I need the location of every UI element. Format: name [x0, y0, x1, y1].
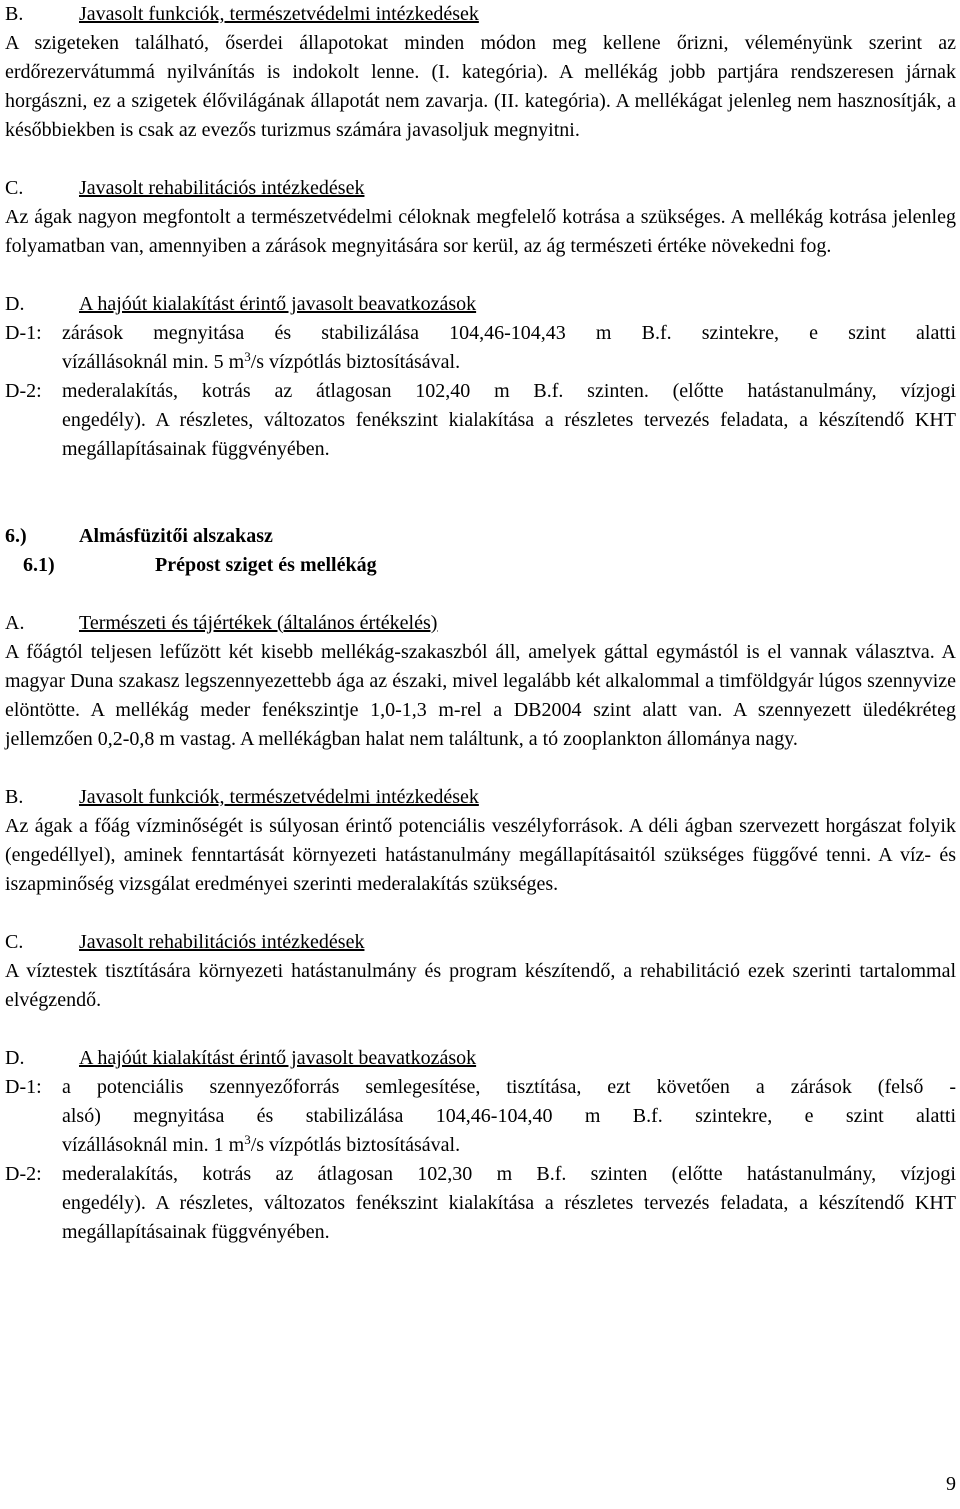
paragraph: A szigeteken található, őserdei állapotokat minden módon meg kellene őrizni, véleményünk szerint az erdőrezervátummá nyilvánítás is indokolt lenne. (I. kategória). A mellékág jobb partjára rendszeresen járnak horgászni, ez a szigetek élővilágának állapotát nem zavarja. (II. kategória). A mellékágat jelenleg nem hasznosítják, a későbbiekben is csak az evezős turizmus számára javasoljuk megnyitni. — [5, 32, 956, 141]
measure-label: D-1: — [5, 1076, 42, 1098]
measure-line: /s vízpótlás biztosításával. — [250, 351, 461, 373]
paragraph: Az ágak a főág vízminőségét is súlyosan érintő potenciális veszélyforrások. A déli ágban szervezett horgászat folyik (engedéllyel), aminek fenntartását környezeti hatástanulmány megállapításaitól szükséges függővé tenni. A víz- és iszapminőség vizsgálat eredményei szerinti mederalakítás szükséges. — [5, 815, 956, 895]
section-letter: A. — [5, 612, 25, 634]
section-title: A hajóút kialakítást érintő javasolt beavatkozások — [79, 1047, 477, 1069]
section-title: Javasolt rehabilitációs intézkedések — [79, 931, 365, 953]
measure-text — [62, 1160, 956, 1247]
measure-item — [5, 319, 956, 377]
measure-line: a potenciális szennyezőforrás semlegesítése, tisztítása, ezt követően a zárások (felső - — [62, 1076, 956, 1098]
measure-text — [62, 1073, 956, 1160]
section-heading — [5, 1044, 956, 1073]
measure-item — [5, 377, 956, 464]
section-title: Javasolt rehabilitációs intézkedések — [79, 177, 365, 199]
page-number: 9 — [946, 1473, 956, 1495]
measure-line: vízállásoknál min. 1 m — [62, 1134, 245, 1156]
section-heading — [5, 290, 956, 319]
subchapter-heading — [5, 551, 956, 580]
section-heading — [5, 609, 956, 638]
measure-line: mederalakítás, kotrás az átlagosan 102,30 m B.f. szinten (előtte hatástanulmány, vízjogi — [62, 1163, 956, 1185]
measure-line: mederalakítás, kotrás az átlagosan 102,40 m B.f. szinten. (előtte hatástanulmány, vízjogi — [62, 380, 956, 402]
superscript: 3 — [244, 1132, 251, 1147]
measure-line: engedély). A részletes, változatos fenékszint kialakítása a részletes tervezés feladata, a készítendő KHT megállapításainak függvényében. — [62, 409, 956, 460]
chapter-heading — [5, 522, 956, 551]
chapter-number: 6.) — [5, 525, 27, 547]
measure-line: vízállásoknál min. 5 m — [62, 351, 245, 373]
measure-item — [5, 1073, 956, 1160]
measure-item — [5, 1160, 956, 1247]
section-heading — [5, 928, 956, 957]
superscript: 3 — [244, 349, 251, 364]
measure-text — [62, 377, 956, 464]
measure-label: D-1: — [5, 322, 42, 344]
section-heading — [5, 783, 956, 812]
section-letter: B. — [5, 3, 24, 25]
section-heading — [5, 174, 956, 203]
section-heading — [5, 0, 956, 29]
measure-line: /s vízpótlás biztosításával. — [250, 1134, 461, 1156]
section-title: Javasolt funkciók, természetvédelmi intézkedések — [79, 786, 479, 808]
chapter-title: Almásfüzitői alszakasz — [79, 525, 273, 547]
section-letter: D. — [5, 1047, 25, 1069]
paragraph: A főágtól teljesen lefűzött két kisebb mellékág-szakaszból áll, amelyek gáttal egymástól is el vannak választva. A magyar Duna szakasz legszennyezettebb ága az északi, mivel legalább két alkalommal a timföldgyár lúgos szennyvize elöntötte. A mellékág meder fenékszintje 1,0-1,3 m-rel a DB2004 szint alatt van. A szennyezett üledékréteg jellemzően 0,2-0,8 m vastag. A mellékágban halat nem találtunk, a tó zooplankton állománya nagy. — [5, 641, 956, 750]
section-letter: C. — [5, 931, 24, 953]
section-title: Javasolt funkciók, természetvédelmi intézkedések — [79, 3, 479, 25]
paragraph: Az ágak nagyon megfontolt a természetvédelmi céloknak megfelelő kotrása a szükséges. A mellékág kotrása jelenleg folyamatban van, amennyiben a zárások megnyitására sor kerül, az ág természeti értéke növekedni fog. — [5, 206, 956, 257]
section-letter: C. — [5, 177, 24, 199]
section-letter: B. — [5, 786, 24, 808]
measure-label: D-2: — [5, 380, 42, 402]
measure-label: D-2: — [5, 1163, 42, 1185]
measure-line: zárások megnyitása és stabilizálása 104,46-104,43 m B.f. szintekre, e szint alatti — [62, 322, 956, 344]
section-title: Természeti és tájértékek (általános értékelés) — [79, 612, 438, 634]
subchapter-number: 6.1) — [23, 554, 55, 576]
document-page — [5, 0, 956, 1247]
section-letter: D. — [5, 293, 25, 315]
measure-line: engedély). A részletes, változatos fenékszint kialakítása a részletes tervezés feladata, a készítendő KHT megállapításainak függvényében. — [62, 1192, 956, 1243]
measure-line: alsó) megnyitása és stabilizálása 104,46-104,40 m B.f. szintekre, e szint alatti — [62, 1105, 956, 1127]
subchapter-title: Prépost sziget és mellékág — [155, 554, 377, 576]
paragraph: A víztestek tisztítására környezeti hatástanulmány és program készítendő, a rehabilitáció ezek szerinti tartalommal elvégzendő. — [5, 960, 956, 1011]
measure-text — [62, 319, 956, 377]
section-title: A hajóút kialakítást érintő javasolt beavatkozások — [79, 293, 477, 315]
